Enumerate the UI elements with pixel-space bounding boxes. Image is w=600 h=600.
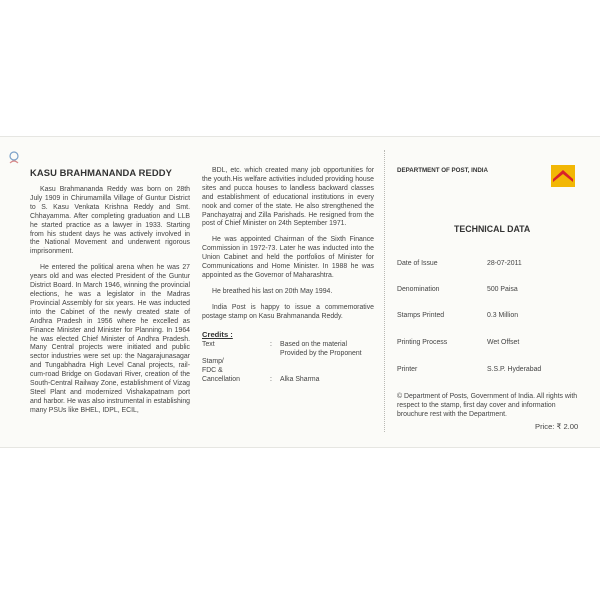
- credit-label: FDC &: [202, 367, 223, 375]
- biography-paragraph-6: India Post is happy to issue a commemorative postage stamp on Kasu Brahmananda Reddy.: [202, 303, 374, 320]
- biography-paragraph-3: BDL, etc. which created many job opportunities for the youth.His welfare activities included providing house sites and pucca houses to landless backward classes and establishment of educational institutions in every nook and corner of the state. He also strengthened the Panchayatraj and Zilla Parishads. He resigned from the post of Chief Minister on 24th September 1971.: [202, 167, 374, 228]
- credit-row: [202, 367, 374, 376]
- biography-paragraph-4: He was appointed Chairman of the Sixth Finance Commission in 1972-73. Later he was inducted into the Union Cabinet and held the portfolios of Minister for Communications and Home Minister. In 1988 he was appointed as the Governor of Maharashtra.: [202, 236, 374, 279]
- india-post-logo-icon: [551, 165, 575, 187]
- credit-value: Based on the material Provided by the Proponent: [280, 340, 362, 357]
- credits-title: Credits :: [202, 329, 233, 339]
- tech-value: 28-07-2011: [487, 260, 522, 267]
- credit-value: [280, 358, 374, 367]
- tech-value: S.S.P. Hyderabad: [487, 366, 542, 373]
- tech-value: Wet Offset: [487, 339, 520, 346]
- tech-label: Stamps Printed: [397, 312, 445, 319]
- credit-label: Stamp/: [202, 358, 224, 366]
- left-column: [30, 167, 190, 423]
- biography-paragraph-2: He entered the political arena when he was 27 years old and was elected President of the Guntur District Board. In March 1946, winning the provincial elections, he was a legislator in the Madras Provincial Assembly for six years. He was inducted into the Cabinet of the newly created state of Andhra Pradesh in 1956 where he excelled as Finance Minister and Minister for Planning. In 1964 he was elected Chief Minister of Andhra Pradesh. Many Central projects were initiated and public sector industries were set up: the Nagarajunasagar and Tungabhadra High Level Canal projects, rail-cum-road Bridge on Godavari River, creation of the South-Central Railway Zone, establishment of Vizag Steel Plant and modernized Vishakapatnam port and harbor. He was also instrumental in establishing many PSUs like BHEL, IDPL, ECIL,: [30, 264, 190, 414]
- credit-colon: [270, 358, 280, 367]
- biography-title: KASU BRAHMANANDA REDDY: [30, 167, 172, 178]
- credit-value: Alka Sharma: [280, 376, 320, 384]
- biography-paragraph-5: He breathed his last on 20th May 1994.: [212, 287, 333, 295]
- credit-colon: [270, 367, 280, 376]
- tech-value: 0.3 Million: [487, 312, 519, 319]
- credit-row: [202, 341, 374, 359]
- tech-label: Printing Process: [397, 339, 448, 346]
- tech-label: Printer: [397, 366, 418, 373]
- middle-column: [202, 167, 374, 385]
- credit-colon: :: [270, 340, 272, 348]
- perforation-divider: [384, 150, 385, 432]
- credit-row: [202, 376, 374, 385]
- tech-label: Date of Issue: [397, 260, 438, 267]
- credit-row: [202, 358, 374, 367]
- department-name: DEPARTMENT OF POST, INDIA: [397, 167, 488, 174]
- credit-label: Cancellation: [202, 376, 240, 384]
- price-label: Price: ₹ 2.00: [535, 422, 579, 431]
- credit-colon: :: [270, 376, 272, 384]
- tech-value: 500 Paisa: [487, 286, 518, 293]
- technical-data-title: TECHNICAL DATA: [454, 224, 531, 234]
- credit-label: Text: [202, 340, 215, 348]
- biography-paragraph-1: Kasu Brahmananda Reddy was born on 28th July 1909 in Chirumamilla Village of Guntur District to S. Kasu Venkata Krishna Reddy and Smt. Chhayamma. After completing graduation and LLB he started practice as a lawyer in 1933. Starting from his student days he was actively involved in the National Movement and underwent rigorous imprisonment.: [30, 186, 190, 256]
- tech-label: Denomination: [397, 286, 440, 293]
- credits-list: [202, 341, 374, 386]
- copyright-note: © Department of Posts, Government of India. All rights with respect to the stamp, first day cover and information brouchure rest with the Department.: [397, 393, 578, 418]
- credit-value: [280, 367, 374, 376]
- philately-emblem-icon: [7, 150, 21, 166]
